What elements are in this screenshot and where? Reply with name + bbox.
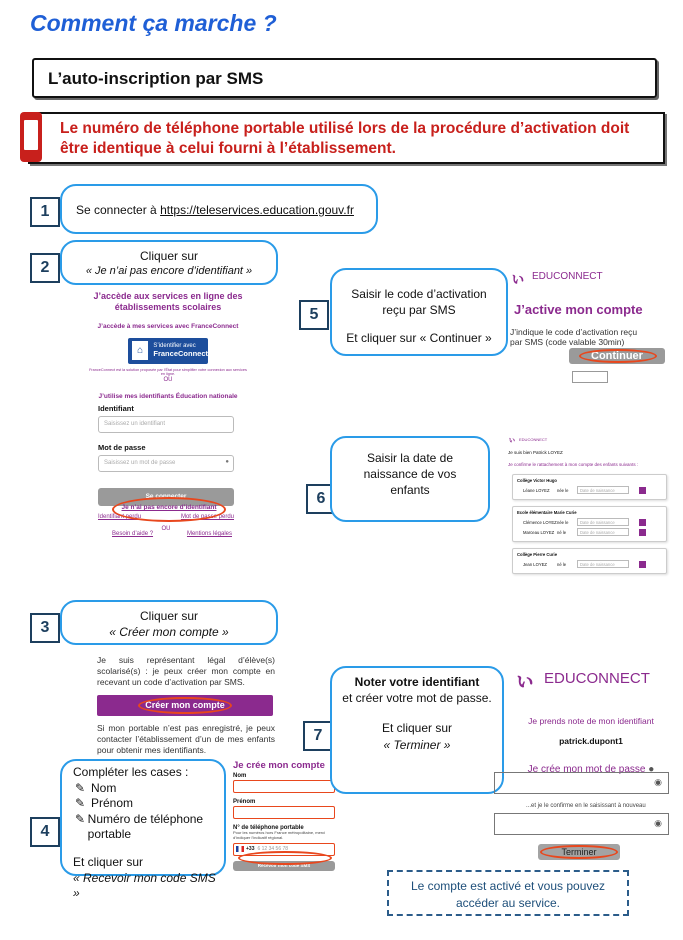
step-3-bubble xyxy=(60,600,278,645)
step-4-list xyxy=(73,781,216,843)
warning-box: Le numéro de téléphone portable utilisé lors de la procédure d’activation doit être identique à celui fourni à l’établissement. xyxy=(28,112,665,164)
step-4-line2: « Recevoir mon code SMS » xyxy=(73,870,216,901)
birthdate-input[interactable]: Date de naissance xyxy=(577,518,629,526)
step-1-text: Se connecter à xyxy=(76,203,161,217)
step-number: 2 xyxy=(30,253,60,283)
password-label: Mot de passe xyxy=(98,443,146,452)
highlight-oval xyxy=(579,349,657,363)
child-role: née le xyxy=(557,487,569,493)
en-title: J’utilise mes identifiants Éducation nationale xyxy=(98,392,238,400)
step-number: 7 xyxy=(303,721,333,751)
step-number: 5 xyxy=(299,300,329,330)
children-list xyxy=(512,474,667,580)
ou-separator-2: OU xyxy=(161,526,171,532)
educonnect-logo-icon: ぃ xyxy=(508,435,516,444)
children-panel xyxy=(508,434,668,467)
login-panel xyxy=(88,291,248,400)
step-5-line2: Et cliquer sur « Continuer » xyxy=(346,331,492,346)
activate-title: J’active mon compte xyxy=(514,302,643,317)
step-number: 1 xyxy=(30,197,60,227)
help-link[interactable]: Besoin d’aide ? xyxy=(112,531,154,537)
school-group xyxy=(512,474,667,500)
step-1-bubble xyxy=(60,184,378,234)
child-row xyxy=(517,528,662,536)
eye-icon[interactable]: ◉ xyxy=(654,818,662,828)
school-name: Collège Pierre Curie xyxy=(517,552,558,557)
step-number: 3 xyxy=(30,613,60,643)
phone-icon xyxy=(20,112,42,162)
form-title: Je crée mon compte xyxy=(233,760,325,771)
tel-prefix: +33 xyxy=(246,846,255,853)
step-7-bold: Noter votre identifiant xyxy=(354,675,480,689)
calendar-icon[interactable] xyxy=(639,561,646,568)
step-number: 4 xyxy=(30,817,60,847)
school-group xyxy=(512,548,667,574)
school-name: Collège Victor Hugo xyxy=(517,478,557,483)
help-circle-icon: ● xyxy=(648,764,655,775)
child-role: né le xyxy=(557,529,567,535)
birthdate-input[interactable]: Date de naissance xyxy=(577,528,629,536)
child-name: Léane LOYEZ xyxy=(523,487,550,493)
note-text: Je prends note de mon identifiant xyxy=(528,716,654,726)
identifiant-label: Identifiant xyxy=(98,404,134,413)
fc-label-2: FranceConnect xyxy=(153,348,208,358)
password-placeholder: Saisissez un mot de passe xyxy=(104,460,176,466)
ou-separator: OU xyxy=(163,376,173,383)
child-name: Jean LOYEZ xyxy=(523,561,547,567)
password-input[interactable] xyxy=(494,772,669,794)
step-number: 6 xyxy=(306,484,336,514)
activate-text-1: J’indique le code d’activation reçu xyxy=(510,327,638,337)
fc-note: FranceConnect est la solution proposée par l’État pour simplifier votre connexion aux services en ligne. xyxy=(89,367,247,377)
school-group xyxy=(512,506,667,542)
calendar-icon[interactable] xyxy=(639,519,646,526)
fc-label-1: S’identifier avec xyxy=(153,343,196,350)
prenom-label: Prénom xyxy=(233,799,256,805)
nom-input[interactable] xyxy=(233,780,335,793)
tel-label: N° de téléphone portable xyxy=(233,825,304,831)
step-7-bubble xyxy=(330,666,504,794)
highlight-oval xyxy=(238,851,332,865)
lost-id-link[interactable]: Identifiant perdu xyxy=(98,514,142,520)
eye-icon[interactable]: ● xyxy=(225,459,229,465)
nom-label: Nom xyxy=(233,773,247,779)
pen-icon: ✎ xyxy=(75,796,86,811)
pen-icon: ✎ xyxy=(75,780,86,795)
password-input[interactable] xyxy=(98,455,234,472)
step-3-line1: Cliquer sur xyxy=(139,609,199,623)
educonnect-logo-icon: ぃ xyxy=(514,667,537,692)
tel-placeholder: 6 12 34 56 78 xyxy=(257,846,289,853)
confirm-text: Je confirme le rattachement à mon compte des enfants suivants : xyxy=(508,462,639,467)
step-2-line1: Cliquer sur xyxy=(139,249,199,263)
code-input[interactable] xyxy=(572,371,608,383)
step-2-bubble xyxy=(60,240,278,285)
create-account-button[interactable]: Créer mon compte xyxy=(97,695,273,716)
tel-note: Pour les numéros hors France métropolitaine, merci d’indiquer l’indicatif régional. xyxy=(233,830,326,840)
step-2-line2: « Je n’ai pas encore d’identifiant » xyxy=(85,265,253,278)
se-connecter-button[interactable]: Se connecter xyxy=(98,488,234,506)
step-7-line2: « Terminer » xyxy=(383,737,451,752)
child-row xyxy=(517,486,662,494)
child-name: Clémence LOYEZ xyxy=(523,519,557,525)
step-4-intro: Compléter les cases : xyxy=(73,765,189,779)
flag-icon xyxy=(236,846,244,852)
confirm-label: ...et je le confirme en le saisissant à nouveau xyxy=(526,803,646,809)
create-account-text: Je suis représentant légal d’élève(s) scolarisé(s) : je peux créer mon compte en recevant un code d’activation par SMS. xyxy=(97,655,275,688)
continuer-button[interactable]: Continuer xyxy=(569,348,665,364)
password-confirm-input[interactable] xyxy=(494,813,669,835)
hello-text: Je suis bien Patrick LOYEZ xyxy=(508,450,563,455)
identifiant-input[interactable]: Saisissez un identifiant xyxy=(98,416,234,433)
page-title: Comment ça marche ? xyxy=(30,10,277,36)
highlight-oval xyxy=(540,845,618,859)
step-5-line1: Saisir le code d’activation reçu par SMS xyxy=(351,287,487,318)
brand-name: EDUCONNECT xyxy=(532,271,603,282)
teleservices-link[interactable]: https://teleservices.education.gouv.fr xyxy=(160,203,354,217)
no-id-link[interactable]: Je n’ai pas encore d’identifiant xyxy=(121,504,217,511)
step-3-line2: « Créer mon compte » xyxy=(109,625,229,640)
list-item: Nom xyxy=(91,780,117,795)
finish-panel xyxy=(508,663,674,775)
eye-icon[interactable]: ◉ xyxy=(654,777,662,787)
list-item: Numéro de téléphone portable xyxy=(87,811,204,842)
create-account-note: Si mon portable n’est pas enregistré, je peux contacter l’établissement d’un de mes enfants pour obtenir mes identifiants. xyxy=(97,723,275,756)
child-role: née le xyxy=(557,519,569,525)
section-banner: L’auto-inscription par SMS xyxy=(32,58,657,98)
calendar-icon[interactable] xyxy=(639,487,646,494)
lost-pw-link[interactable]: Mot de passe perdu xyxy=(180,514,234,520)
pen-icon: ✎ xyxy=(75,811,86,826)
login-heading: J’accède aux services en ligne des établissements scolaires xyxy=(93,291,243,312)
child-row xyxy=(517,560,662,568)
child-row xyxy=(517,518,662,526)
calendar-icon[interactable] xyxy=(639,529,646,536)
step-7-line1: Et cliquer sur xyxy=(381,721,453,736)
final-note: Le compte est activé et vous pouvez accéder au service. xyxy=(387,870,629,916)
brand-name: EDUCONNECT xyxy=(544,670,650,687)
step-4-line1: Et cliquer sur xyxy=(73,854,144,869)
activate-text-2: par SMS (code valable 30min) xyxy=(510,337,625,347)
terminer-button[interactable]: Terminer xyxy=(538,844,620,860)
pw-title-text: Je crée mon mot de passe xyxy=(527,764,646,775)
activate-panel xyxy=(510,265,670,383)
brand-name: EDUCONNECT xyxy=(519,437,548,442)
educonnect-logo-icon: ぃ xyxy=(510,270,527,287)
franceconnect-title: J’accède à mes services avec FranceConnect xyxy=(97,322,239,330)
step-4-bubble xyxy=(60,759,226,901)
child-name: Marceau LOYEZ xyxy=(523,529,555,535)
list-item: Prénom xyxy=(91,796,134,811)
step-5-bubble xyxy=(330,268,508,356)
step-6-bubble: Saisir la date de naissance de vos enfants xyxy=(330,436,490,522)
username: patrick.dupont1 xyxy=(559,736,623,746)
school-name: Ecole élémentaire Marie Curie xyxy=(517,510,577,515)
franceconnect-logo-icon: ⌂ xyxy=(132,341,148,360)
birthdate-input[interactable]: Date de naissance xyxy=(577,486,629,494)
receive-sms-button[interactable]: Recevoir mon code SMS xyxy=(233,861,335,871)
prenom-input[interactable] xyxy=(233,806,335,819)
child-role: né le xyxy=(557,561,567,567)
step-7-rest: et créer votre mot de passe. xyxy=(342,691,492,706)
legal-link[interactable]: Mentions légales xyxy=(186,531,232,537)
birthdate-input[interactable]: Date de naissance xyxy=(577,560,629,568)
franceconnect-button[interactable] xyxy=(128,338,208,364)
highlight-oval xyxy=(138,697,232,714)
